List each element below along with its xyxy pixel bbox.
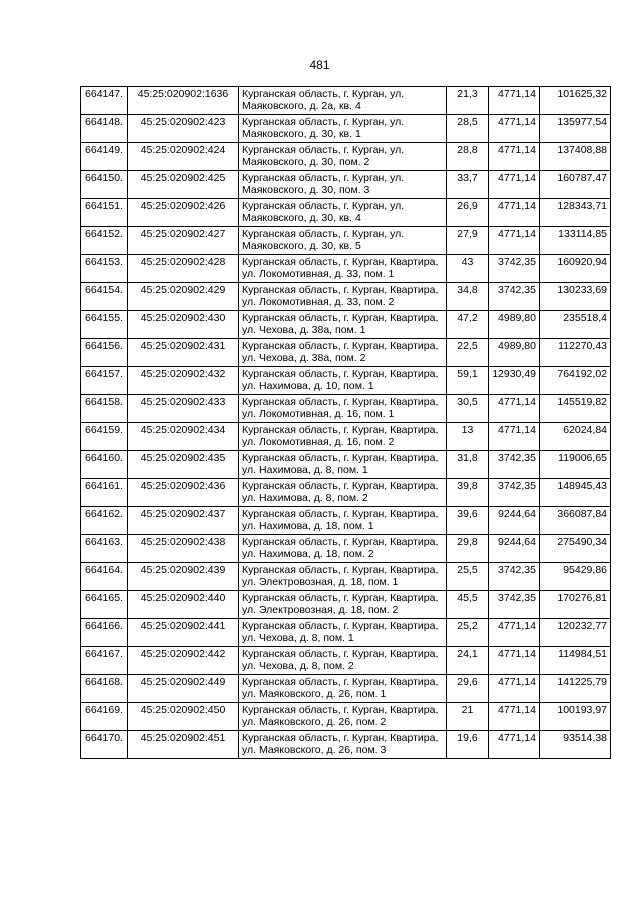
area-cell: 25,5 <box>447 563 489 591</box>
unit-price-cell: 4771,14 <box>489 199 540 227</box>
address-cell: Курганская область, г. Курган, ул. Маяковского, д. 30, кв. 5 <box>239 227 447 255</box>
table-row <box>81 283 611 311</box>
unit-price-cell: 4771,14 <box>489 227 540 255</box>
cadastral-number-cell: 45:25:020902:442 <box>128 647 239 675</box>
unit-price-cell: 4771,14 <box>489 143 540 171</box>
cadastral-value-cell: 170276,81 <box>540 591 611 619</box>
unit-price-cell: 3742,35 <box>489 479 540 507</box>
cadastral-value-cell: 95429,86 <box>540 563 611 591</box>
cadastral-value-cell: 133114,85 <box>540 227 611 255</box>
row-number-cell: 664162. <box>81 507 128 535</box>
area-cell: 21,3 <box>447 87 489 115</box>
cadastral-value-cell: 148945,43 <box>540 479 611 507</box>
area-cell: 33,7 <box>447 171 489 199</box>
address-cell: Курганская область, г. Курган, Квартира, ул. Локомотивная, д. 33, пом. 1 <box>239 255 447 283</box>
table-row <box>81 507 611 535</box>
cadastral-number-cell: 45:25:020902:423 <box>128 115 239 143</box>
address-cell: Курганская область, г. Курган, Квартира, ул. Маяковского, д. 26, пом. 1 <box>239 675 447 703</box>
area-cell: 24,1 <box>447 647 489 675</box>
area-cell: 39,8 <box>447 479 489 507</box>
table-row <box>81 591 611 619</box>
table-row <box>81 647 611 675</box>
unit-price-cell: 4771,14 <box>489 619 540 647</box>
table-row <box>81 731 611 759</box>
table-row <box>81 619 611 647</box>
table-row <box>81 255 611 283</box>
row-number-cell: 664167. <box>81 647 128 675</box>
address-cell: Курганская область, г. Курган, Квартира, ул. Локомотивная, д. 33, пом. 2 <box>239 283 447 311</box>
area-cell: 29,8 <box>447 535 489 563</box>
cadastral-number-cell: 45:25:020902:432 <box>128 367 239 395</box>
row-number-cell: 664160. <box>81 451 128 479</box>
address-cell: Курганская область, г. Курган, Квартира, ул. Нахимова, д. 8, пом. 1 <box>239 451 447 479</box>
area-cell: 28,8 <box>447 143 489 171</box>
area-cell: 13 <box>447 423 489 451</box>
area-cell: 25,2 <box>447 619 489 647</box>
cadastral-number-cell: 45:25:020902:451 <box>128 731 239 759</box>
cadastral-number-cell: 45:25:020902:437 <box>128 507 239 535</box>
cadastral-value-cell: 100193,97 <box>540 703 611 731</box>
cadastral-number-cell: 45:25:020902:449 <box>128 675 239 703</box>
cadastral-number-cell: 45:25:020902:435 <box>128 451 239 479</box>
address-cell: Курганская область, г. Курган, Квартира, ул. Локомотивная, д. 16, пом. 2 <box>239 423 447 451</box>
address-cell: Курганская область, г. Курган, Квартира, ул. Нахимова, д. 8, пом. 2 <box>239 479 447 507</box>
cadastral-value-cell: 145519,82 <box>540 395 611 423</box>
cadastral-value-cell: 93514,38 <box>540 731 611 759</box>
unit-price-cell: 4771,14 <box>489 115 540 143</box>
address-cell: Курганская область, г. Курган, ул. Маяковского, д. 30, пом. 3 <box>239 171 447 199</box>
cadastral-number-cell: 45:25:020902:426 <box>128 199 239 227</box>
address-cell: Курганская область, г. Курган, Квартира, ул. Локомотивная, д. 16, пом. 1 <box>239 395 447 423</box>
table-row <box>81 143 611 171</box>
page-number: 481 <box>309 58 330 72</box>
area-cell: 39,6 <box>447 507 489 535</box>
cadastral-value-cell: 141225,79 <box>540 675 611 703</box>
unit-price-cell: 4771,14 <box>489 731 540 759</box>
row-number-cell: 664152. <box>81 227 128 255</box>
unit-price-cell: 3742,35 <box>489 591 540 619</box>
address-cell: Курганская область, г. Курган, Квартира, ул. Маяковского, д. 26, пом. 2 <box>239 703 447 731</box>
row-number-cell: 664147. <box>81 87 128 115</box>
address-cell: Курганская область, г. Курган, Квартира, ул. Чехова, д. 38а, пом. 1 <box>239 311 447 339</box>
address-cell: Курганская область, г. Курган, Квартира, ул. Нахимова, д. 10, пом. 1 <box>239 367 447 395</box>
row-number-cell: 664158. <box>81 395 128 423</box>
cadastral-value-cell: 120232,77 <box>540 619 611 647</box>
cadastral-value-cell: 112270,43 <box>540 339 611 367</box>
table-row <box>81 675 611 703</box>
area-cell: 31,8 <box>447 451 489 479</box>
table-row <box>81 451 611 479</box>
area-cell: 26,9 <box>447 199 489 227</box>
unit-price-cell: 4771,14 <box>489 647 540 675</box>
cadastral-number-cell: 45:25:020902:434 <box>128 423 239 451</box>
unit-price-cell: 4771,14 <box>489 675 540 703</box>
cadastral-value-cell: 114984,51 <box>540 647 611 675</box>
cadastral-value-cell: 764192,02 <box>540 367 611 395</box>
cadastral-number-cell: 45:25:020902:439 <box>128 563 239 591</box>
cadastral-value-cell: 119006,65 <box>540 451 611 479</box>
cadastral-value-cell: 130233,69 <box>540 283 611 311</box>
cadastral-value-cell: 128343,71 <box>540 199 611 227</box>
cadastral-value-cell: 275490,34 <box>540 535 611 563</box>
cadastral-number-cell: 45:25:020902:438 <box>128 535 239 563</box>
unit-price-cell: 4771,14 <box>489 703 540 731</box>
unit-price-cell: 4771,14 <box>489 87 540 115</box>
table-row <box>81 339 611 367</box>
row-number-cell: 664149. <box>81 143 128 171</box>
unit-price-cell: 3742,35 <box>489 283 540 311</box>
row-number-cell: 664166. <box>81 619 128 647</box>
area-cell: 22,5 <box>447 339 489 367</box>
address-cell: Курганская область, г. Курган, ул. Маяковского, д. 2а, кв. 4 <box>239 87 447 115</box>
cadastral-number-cell: 45:25:020902:427 <box>128 227 239 255</box>
cadastral-number-cell: 45:25:020902:440 <box>128 591 239 619</box>
row-number-cell: 664151. <box>81 199 128 227</box>
cadastral-number-cell: 45:25:020902:430 <box>128 311 239 339</box>
row-number-cell: 664165. <box>81 591 128 619</box>
unit-price-cell: 4771,14 <box>489 171 540 199</box>
row-number-cell: 664148. <box>81 115 128 143</box>
area-cell: 19,6 <box>447 731 489 759</box>
cadastral-value-cell: 135977,54 <box>540 115 611 143</box>
unit-price-cell: 4771,14 <box>489 395 540 423</box>
row-number-cell: 664154. <box>81 283 128 311</box>
cadastral-number-cell: 45:25:020902:431 <box>128 339 239 367</box>
cadastral-value-cell: 62024,84 <box>540 423 611 451</box>
unit-price-cell: 3742,35 <box>489 451 540 479</box>
area-cell: 30,5 <box>447 395 489 423</box>
cadastral-value-cell: 366087,84 <box>540 507 611 535</box>
row-number-cell: 664170. <box>81 731 128 759</box>
unit-price-cell: 4771,14 <box>489 423 540 451</box>
table-row <box>81 227 611 255</box>
row-number-cell: 664164. <box>81 563 128 591</box>
unit-price-cell: 12930,49 <box>489 367 540 395</box>
table-row <box>81 703 611 731</box>
cadastral-number-cell: 45:25:020902:425 <box>128 171 239 199</box>
area-cell: 59,1 <box>447 367 489 395</box>
area-cell: 45,5 <box>447 591 489 619</box>
table-row <box>81 311 611 339</box>
address-cell: Курганская область, г. Курган, Квартира, ул. Электровозная, д. 18, пом. 1 <box>239 563 447 591</box>
table-row <box>81 423 611 451</box>
address-cell: Курганская область, г. Курган, ул. Маяковского, д. 30, кв. 1 <box>239 115 447 143</box>
address-cell: Курганская область, г. Курган, Квартира, ул. Чехова, д. 8, пом. 2 <box>239 647 447 675</box>
cadastral-number-cell: 45:25:020902:429 <box>128 283 239 311</box>
address-cell: Курганская область, г. Курган, Квартира, ул. Нахимова, д. 18, пом. 2 <box>239 535 447 563</box>
cadastral-value-cell: 160787,47 <box>540 171 611 199</box>
table-row <box>81 171 611 199</box>
cadastral-value-cell: 101625,32 <box>540 87 611 115</box>
table-row <box>81 479 611 507</box>
row-number-cell: 664157. <box>81 367 128 395</box>
unit-price-cell: 3742,35 <box>489 563 540 591</box>
address-cell: Курганская область, г. Курган, ул. Маяковского, д. 30, кв. 4 <box>239 199 447 227</box>
row-number-cell: 664159. <box>81 423 128 451</box>
unit-price-cell: 4989,80 <box>489 311 540 339</box>
table-row <box>81 395 611 423</box>
row-number-cell: 664156. <box>81 339 128 367</box>
cadastral-value-cell: 160920,94 <box>540 255 611 283</box>
row-number-cell: 664155. <box>81 311 128 339</box>
unit-price-cell: 9244,64 <box>489 507 540 535</box>
table-row <box>81 563 611 591</box>
table-body <box>81 87 611 759</box>
cadastral-number-cell: 45:25:020902:441 <box>128 619 239 647</box>
address-cell: Курганская область, г. Курган, Квартира, ул. Чехова, д. 8, пом. 1 <box>239 619 447 647</box>
address-cell: Курганская область, г. Курган, Квартира, ул. Чехова, д. 38а, пом. 2 <box>239 339 447 367</box>
table-row <box>81 535 611 563</box>
area-cell: 27,9 <box>447 227 489 255</box>
area-cell: 47,2 <box>447 311 489 339</box>
unit-price-cell: 4989,80 <box>489 339 540 367</box>
address-cell: Курганская область, г. Курган, Квартира, ул. Нахимова, д. 18, пом. 1 <box>239 507 447 535</box>
area-cell: 29,6 <box>447 675 489 703</box>
table-row <box>81 199 611 227</box>
address-cell: Курганская область, г. Курган, Квартира, ул. Маяковского, д. 26, пом. 3 <box>239 731 447 759</box>
unit-price-cell: 9244,64 <box>489 535 540 563</box>
area-cell: 43 <box>447 255 489 283</box>
table-row <box>81 115 611 143</box>
cadastral-number-cell: 45:25:020902:450 <box>128 703 239 731</box>
table-row <box>81 367 611 395</box>
address-cell: Курганская область, г. Курган, ул. Маяковского, д. 30, пом. 2 <box>239 143 447 171</box>
area-cell: 21 <box>447 703 489 731</box>
table-row <box>81 87 611 115</box>
registry-table <box>80 86 611 759</box>
unit-price-cell: 3742,35 <box>489 255 540 283</box>
cadastral-number-cell: 45:25:020902:1636 <box>128 87 239 115</box>
area-cell: 34,8 <box>447 283 489 311</box>
row-number-cell: 664153. <box>81 255 128 283</box>
area-cell: 28,5 <box>447 115 489 143</box>
row-number-cell: 664168. <box>81 675 128 703</box>
cadastral-value-cell: 235518,4 <box>540 311 611 339</box>
cadastral-number-cell: 45:25:020902:424 <box>128 143 239 171</box>
cadastral-value-cell: 137408,88 <box>540 143 611 171</box>
address-cell: Курганская область, г. Курган, Квартира, ул. Электровозная, д. 18, пом. 2 <box>239 591 447 619</box>
row-number-cell: 664169. <box>81 703 128 731</box>
cadastral-number-cell: 45:25:020902:428 <box>128 255 239 283</box>
row-number-cell: 664150. <box>81 171 128 199</box>
row-number-cell: 664161. <box>81 479 128 507</box>
cadastral-number-cell: 45:25:020902:436 <box>128 479 239 507</box>
cadastral-number-cell: 45:25:020902:433 <box>128 395 239 423</box>
row-number-cell: 664163. <box>81 535 128 563</box>
